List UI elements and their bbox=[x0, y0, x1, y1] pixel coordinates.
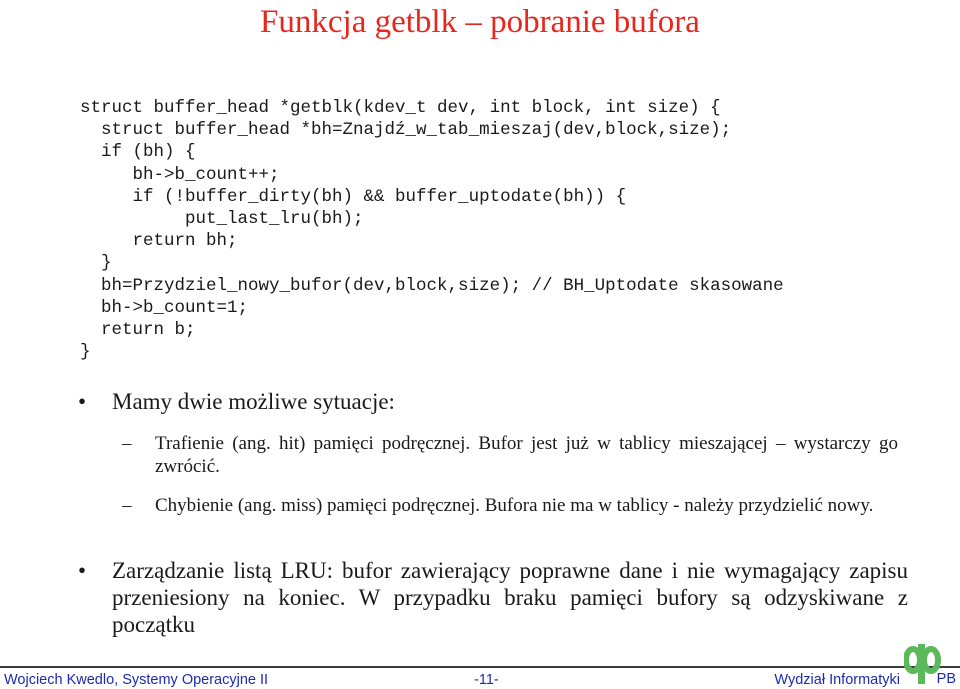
page-number: -11- bbox=[474, 672, 499, 688]
code-line: return b; bbox=[80, 319, 196, 340]
code-line: if (bh) { bbox=[80, 142, 196, 163]
footer-author: Wojciech Kwedlo, Systemy Operacyjne II bbox=[4, 672, 269, 688]
code-line: if (!buffer_dirty(bh) && buffer_uptodate(bh)) { bbox=[80, 186, 627, 207]
code-line: struct buffer_head *bh=Znajdź_w_tab_mieszaj(dev,block,size); bbox=[80, 120, 732, 141]
university-logo bbox=[902, 642, 958, 688]
code-line: struct buffer_head *getblk(kdev_t dev, int block, int size) { bbox=[80, 98, 721, 118]
code-line: bh->b_count=1; bbox=[80, 297, 249, 318]
code-line: } bbox=[80, 342, 91, 363]
sub-bullet-item bbox=[122, 494, 898, 517]
footer bbox=[0, 669, 960, 689]
dash-icon: – bbox=[122, 495, 132, 516]
slide-title: Funkcja getblk – pobranie bufora bbox=[260, 4, 700, 40]
footer-faculty: Wydział Informatyki bbox=[774, 672, 900, 688]
bullet-dot-icon: • bbox=[78, 389, 87, 414]
sub-bullet-item bbox=[122, 432, 898, 478]
bullet-item bbox=[78, 557, 908, 638]
bullet-text: Zarządzanie listą LRU: bufor zawierający poprawne dane i nie wymagający zapisu przeniesiony na koniec. W przypadku braku pamięci bufory są odzyskiwane z początku bbox=[112, 558, 908, 637]
code-line: return bh; bbox=[80, 231, 238, 252]
sub-bullet-text: Chybienie (ang. miss) pamięci podręcznej. Bufora nie ma w tablicy - należy przydzielić nowy. bbox=[155, 495, 874, 516]
bullet-text: Mamy dwie możliwe sytuacje: bbox=[112, 389, 395, 414]
code-block bbox=[80, 97, 940, 363]
code-line: } bbox=[80, 253, 112, 274]
code-line: bh->b_count++; bbox=[80, 164, 280, 185]
footer-divider bbox=[0, 666, 960, 668]
bullet-item bbox=[78, 388, 908, 415]
logo-text: PB bbox=[936, 671, 956, 687]
dash-icon: – bbox=[122, 433, 132, 454]
sub-bullet-text: Trafienie (ang. hit) pamięci podręcznej. Bufor jest już w tablicy mieszającej – wystarczy go zwrócić. bbox=[155, 433, 898, 477]
code-line: bh=Przydziel_nowy_bufor(dev,block,size); // BH_Uptodate skasowane bbox=[80, 275, 784, 296]
bullet-dot-icon: • bbox=[78, 558, 87, 583]
code-line: put_last_lru(bh); bbox=[80, 208, 364, 229]
